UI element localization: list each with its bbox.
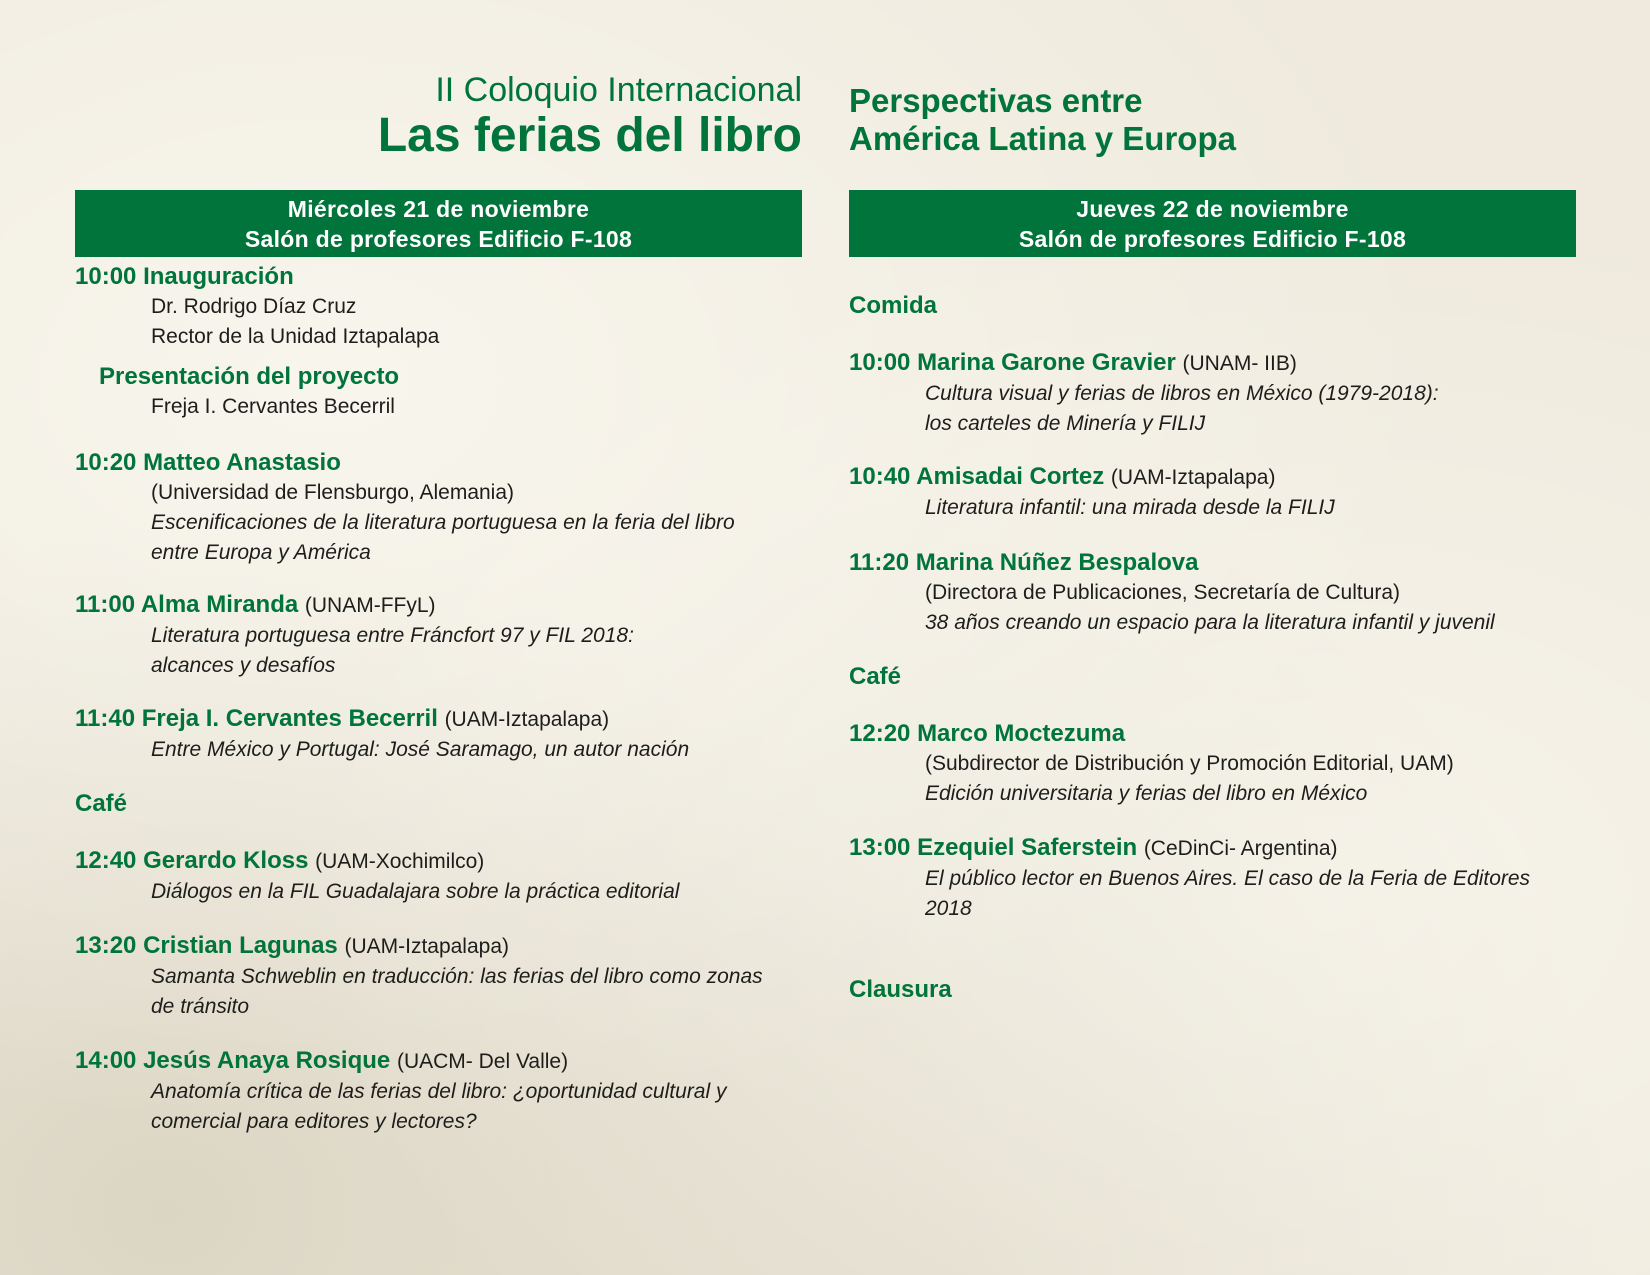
talk-title-line: Literatura infantil: una mirada desde la FILIJ bbox=[925, 496, 1335, 519]
talk-title-line: Cultura visual y ferias de libros en México (1979-2018): bbox=[925, 382, 1439, 405]
program-entry bbox=[849, 462, 1576, 523]
program-entry bbox=[75, 590, 802, 681]
entry-heading bbox=[849, 348, 1576, 379]
talk-title-line: 2018 bbox=[925, 897, 972, 920]
program-entry bbox=[849, 975, 1576, 1005]
entry-details bbox=[75, 1077, 802, 1137]
subtitle bbox=[849, 82, 1236, 158]
entry-heading bbox=[75, 1046, 802, 1077]
speaker-name: Comida bbox=[849, 292, 938, 319]
day1-date: Miércoles 21 de noviembre bbox=[287, 195, 590, 222]
entry-heading bbox=[849, 833, 1576, 864]
speaker-name: Café bbox=[75, 790, 128, 817]
talk-title-line: Anatomía crítica de las ferias del libro: ¿oportunidad cultural y bbox=[151, 1080, 727, 1103]
detail-line: Freja I. Cervantes Becerril bbox=[151, 395, 395, 418]
subtitle-line2: América Latina y Europa bbox=[849, 120, 1236, 157]
program-entry bbox=[849, 833, 1576, 924]
talk-title-line: 38 años creando un espacio para la literatura infantil y juvenil bbox=[925, 611, 1495, 634]
speaker-name: Marco Moctezuma bbox=[917, 720, 1126, 747]
speaker-name: Amisadai Cortez bbox=[916, 463, 1105, 490]
entry-heading bbox=[849, 462, 1576, 493]
entry-heading bbox=[75, 590, 802, 621]
program-entry bbox=[75, 931, 802, 1022]
entry-heading bbox=[849, 975, 1576, 1005]
program-entry bbox=[849, 348, 1576, 439]
entry-details bbox=[75, 735, 802, 765]
entry-heading bbox=[849, 719, 1576, 749]
speaker-affiliation: (UAM-Xochimilco) bbox=[315, 850, 485, 873]
day2-date: Jueves 22 de noviembre bbox=[1076, 195, 1349, 222]
speaker-affiliation: (UNAM- IIB) bbox=[1182, 352, 1297, 375]
colloquium-title bbox=[378, 70, 802, 162]
entry-details bbox=[75, 962, 802, 1022]
entry-heading bbox=[75, 846, 802, 877]
entry-heading bbox=[849, 291, 1576, 321]
entry-details bbox=[75, 877, 802, 907]
speaker-affiliation: (UACM- Del Valle) bbox=[396, 1050, 569, 1073]
entry-details bbox=[849, 379, 1576, 439]
subtitle-line1: Perspectivas entre bbox=[849, 82, 1143, 119]
entry-heading bbox=[849, 662, 1576, 692]
talk-title-line: entre Europa y América bbox=[151, 541, 371, 564]
speaker-affiliation: (UAM-Iztapalapa) bbox=[1110, 466, 1276, 489]
speaker-affiliation: (UNAM-FFyL) bbox=[304, 594, 436, 617]
speaker-name: Jesús Anaya Rosique bbox=[143, 1047, 391, 1074]
program-entry bbox=[75, 1046, 802, 1137]
speaker-name: Ezequiel Saferstein bbox=[917, 834, 1138, 861]
talk-title-line: los carteles de Minería y FILIJ bbox=[925, 412, 1206, 435]
entry-details bbox=[75, 478, 802, 568]
speaker-name: Gerardo Kloss bbox=[143, 847, 309, 874]
detail-line: (Universidad de Flensburgo, Alemania) bbox=[151, 481, 515, 504]
entry-details bbox=[849, 749, 1576, 809]
talk-title-line: Samanta Schweblin en traducción: las ferias del libro como zonas bbox=[151, 965, 763, 988]
entry-time: 10:40 bbox=[849, 463, 911, 490]
title-line2: Las ferias del libro bbox=[377, 109, 802, 162]
day1-banner bbox=[75, 190, 802, 257]
program-entry bbox=[849, 291, 1576, 321]
talk-title-line: Diálogos en la FIL Guadalajara sobre la práctica editorial bbox=[151, 880, 680, 903]
entry-details bbox=[75, 621, 802, 681]
speaker-name: Matteo Anastasio bbox=[143, 449, 341, 476]
entry-time: 11:40 bbox=[75, 705, 136, 732]
speaker-name: Café bbox=[849, 663, 902, 690]
day2-venue: Salón de profesores Edificio F-108 bbox=[1018, 225, 1407, 252]
program-entry bbox=[75, 846, 802, 907]
entry-heading bbox=[75, 262, 802, 292]
program-entry bbox=[75, 262, 802, 352]
title-line1: II Coloquio Internacional bbox=[435, 71, 802, 109]
entry-time: 13:20 bbox=[75, 932, 137, 959]
speaker-affiliation: (UAM-Iztapalapa) bbox=[444, 708, 610, 731]
speaker-affiliation: (UAM-Iztapalapa) bbox=[344, 935, 510, 958]
entry-time: 14:00 bbox=[75, 1047, 137, 1074]
speaker-affiliation: (CeDinCi- Argentina) bbox=[1143, 837, 1338, 860]
entry-time: 10:00 bbox=[849, 349, 911, 376]
program-entry bbox=[75, 704, 802, 765]
speaker-name: Inauguración bbox=[143, 263, 294, 290]
speaker-name: Cristian Lagunas bbox=[143, 932, 338, 959]
program-entry bbox=[849, 662, 1576, 692]
entry-details bbox=[75, 392, 802, 422]
entry-details bbox=[849, 493, 1576, 523]
entry-heading bbox=[75, 704, 802, 735]
entry-heading bbox=[75, 448, 802, 478]
talk-title-line: comercial para editores y lectores? bbox=[151, 1110, 477, 1133]
speaker-name: Marina Garone Gravier bbox=[917, 349, 1176, 376]
entry-heading bbox=[75, 362, 802, 392]
speaker-name: Marina Núñez Bespalova bbox=[915, 549, 1199, 576]
talk-title-line: de tránsito bbox=[151, 995, 250, 1018]
speaker-name: Alma Miranda bbox=[140, 591, 299, 618]
detail-line: (Directora de Publicaciones, Secretaría de Cultura) bbox=[925, 581, 1401, 604]
day2-banner bbox=[849, 190, 1576, 257]
entry-heading bbox=[75, 931, 802, 962]
entry-heading bbox=[75, 789, 802, 819]
detail-line: Rector de la Unidad Iztapalapa bbox=[151, 325, 440, 348]
entry-details bbox=[849, 864, 1576, 924]
speaker-name: Freja I. Cervantes Becerril bbox=[141, 705, 438, 732]
program-entry bbox=[75, 789, 802, 819]
talk-title-line: alcances y desafíos bbox=[151, 654, 336, 677]
speaker-name: Presentación del proyecto bbox=[99, 363, 400, 390]
talk-title-line: Entre México y Portugal: José Saramago, un autor nación bbox=[151, 738, 690, 761]
entry-time: 13:00 bbox=[849, 834, 911, 861]
entry-details bbox=[75, 292, 802, 352]
entry-heading bbox=[849, 548, 1576, 578]
entry-time: 12:20 bbox=[849, 720, 911, 747]
talk-title-line: El público lector en Buenos Aires. El caso de la Feria de Editores bbox=[925, 867, 1531, 890]
detail-line: (Subdirector de Distribución y Promoción Editorial, UAM) bbox=[925, 752, 1454, 775]
entry-time: 11:20 bbox=[849, 549, 910, 576]
program-entry bbox=[849, 548, 1576, 638]
talk-title-line: Escenificaciones de la literatura portuguesa en la feria del libro bbox=[151, 511, 735, 534]
day1-venue: Salón de profesores Edificio F-108 bbox=[244, 225, 633, 252]
talk-title-line: Literatura portuguesa entre Fráncfort 97 y FIL 2018: bbox=[151, 624, 634, 647]
entry-details bbox=[849, 578, 1576, 638]
program-entry bbox=[849, 719, 1576, 809]
program-entry bbox=[75, 448, 802, 568]
program-entry bbox=[75, 362, 802, 422]
entry-time: 11:00 bbox=[75, 591, 136, 618]
detail-line: Dr. Rodrigo Díaz Cruz bbox=[151, 295, 357, 318]
entry-time: 10:20 bbox=[75, 449, 137, 476]
entry-time: 12:40 bbox=[75, 847, 137, 874]
speaker-name: Clausura bbox=[849, 976, 952, 1003]
talk-title-line: Edición universitaria y ferias del libro en México bbox=[925, 782, 1368, 805]
entry-time: 10:00 bbox=[75, 263, 137, 290]
